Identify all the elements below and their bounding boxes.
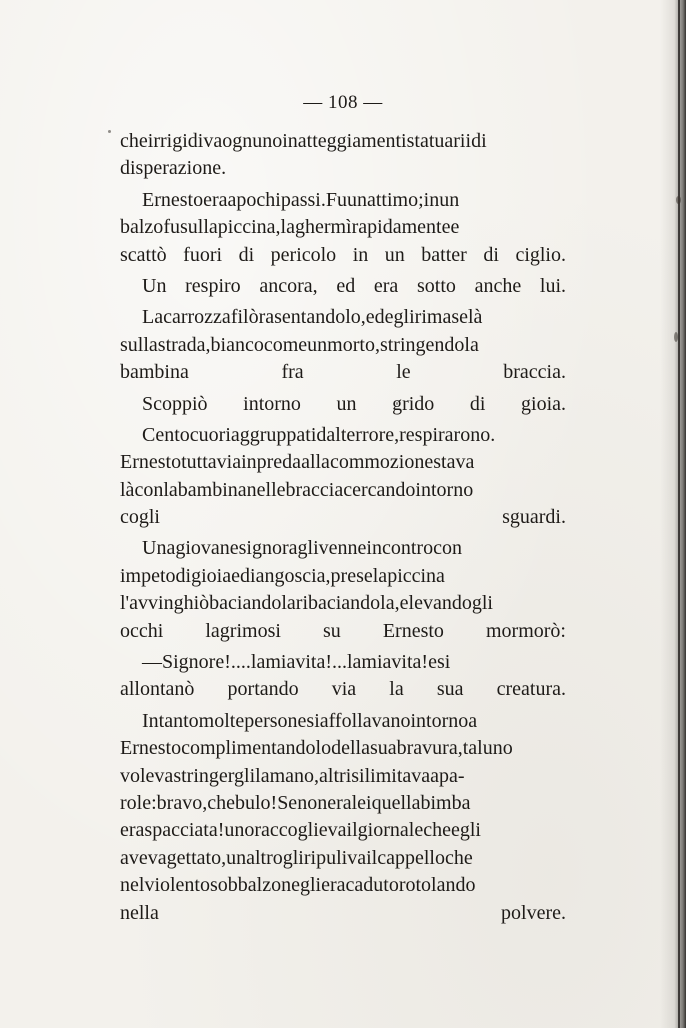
text-line: role:bravo,chebulo!Senoneraleiquellabimba — [120, 791, 471, 814]
text-line: bambina fra le braccia. — [120, 361, 566, 384]
page-edge-shadow — [660, 0, 686, 1028]
text-line: Ernestoeraapochipassi.Fuunattimo;inun — [142, 188, 460, 211]
text-line: —Signore!....lamiavita!...lamiavita!esi — [142, 651, 451, 674]
text-line: sullastrada,biancocomeunmorto,stringendola — [120, 333, 479, 356]
text-line: occhi lagrimosi su Ernesto mormorò: — [120, 619, 566, 642]
text-line: volevastringerglilamano,altrisilimitavaapa- — [120, 764, 465, 787]
paper-speck — [676, 196, 681, 204]
text-line: impetodigioiaediangoscia,preselapiccina — [120, 564, 445, 587]
text-line: eraspacciata!unoraccoglievailgiornalecheegli — [120, 819, 481, 842]
text-line: l'avvinghiòbaciandolaribaciandola,elevandogli — [120, 592, 493, 615]
paper-speck — [108, 130, 111, 133]
page-edge-line — [678, 0, 680, 1028]
text-line: allontanò portando via la sua creatura. — [120, 678, 566, 701]
text-line: Centocuoriaggruppatidalterrore,respirarono. — [142, 423, 496, 446]
text-line: Ernestotuttaviainpredaallacommozionestava — [120, 451, 475, 474]
body-text — [120, 128, 566, 927]
text-line: cheirrigidivaognunoinatteggiamentistatuariidi — [120, 130, 487, 152]
paper-speck — [674, 332, 678, 342]
text-line: Scoppiò intorno un grido di gioia. — [142, 392, 566, 415]
text-line: làconlabambinanellebracciacercandointorno — [120, 478, 474, 501]
text-line: scattò fuori di pericolo in un batter di ciglio. — [120, 243, 566, 266]
text-line: avevagettato,unaltrogliripulivailcappelloche — [120, 846, 473, 869]
text-line: disperazione. — [120, 157, 227, 180]
text-line: Intantomoltepersonesiaffollavanointornoa — [142, 709, 478, 732]
text-line: nella polvere. — [120, 901, 566, 924]
page-number: — 108 — — [303, 92, 383, 113]
text-line: balzofusullapiccina,laghermìrapidamentee — [120, 216, 460, 239]
text-line: cogli sguardi. — [120, 506, 566, 529]
text-line: Ernestocomplimentandolodellasuabravura,taluno — [120, 737, 513, 760]
text-line: Unagiovanesignoraglivenneincontrocon — [142, 537, 462, 560]
text-line: nelviolentosobbalzoneglieracadutorotolando — [120, 874, 476, 897]
text-line: Lacarrozzafilòrasentandolo,edeglirimaselà — [142, 306, 483, 329]
text-line: Un respiro ancora, ed era sotto anche lui. — [142, 274, 566, 297]
